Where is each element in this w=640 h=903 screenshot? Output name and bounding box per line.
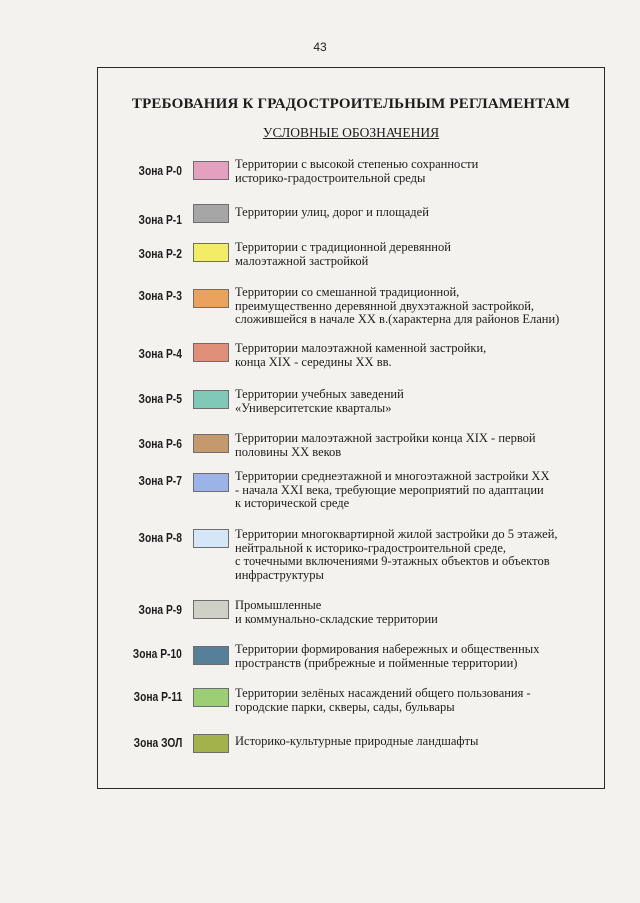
zone-description-line: историко-градостроительной среды <box>235 170 426 185</box>
zone-color-swatch <box>193 529 229 548</box>
zone-description-line: Территории с высокой степенью сохранности <box>235 157 479 171</box>
page-title: ТРЕБОВАНИЯ К ГРАДОСТРОИТЕЛЬНЫМ РЕГЛАМЕНТАМ <box>131 96 571 112</box>
zone-color-swatch <box>193 600 229 619</box>
zone-description <box>235 388 404 415</box>
zone-label: Зона Р-11 <box>133 690 182 704</box>
zone-description <box>235 470 549 511</box>
zone-description <box>235 241 451 268</box>
zone-label: Зона Р-4 <box>138 347 182 361</box>
zone-description-line: - начала XXI века, требующие мероприятий по адаптации <box>235 482 544 497</box>
zone-color-swatch <box>193 390 229 409</box>
zone-description-line: инфраструктуры <box>235 567 324 582</box>
zone-description-line: Территории малоэтажной каменной застройки, <box>235 341 487 355</box>
legend-subtitle: УСЛОВНЫЕ ОБОЗНАЧЕНИЯ <box>262 125 440 140</box>
zone-label: Зона Р-5 <box>138 392 182 406</box>
zone-label: Зона Р-8 <box>138 531 182 545</box>
zone-description-line: Территории зелёных насаждений общего пользования - <box>235 686 531 700</box>
zone-description <box>235 599 438 626</box>
zone-description-line: с точечными включениями 9-этажных объектов и объектов <box>235 554 550 569</box>
zone-description-line: к исторической среде <box>235 496 350 511</box>
zone-description-line: Территории формирования набережных и общественных <box>235 642 540 656</box>
zone-description <box>235 528 558 582</box>
zone-color-swatch <box>193 688 229 707</box>
zone-label: Зона Р-3 <box>138 289 182 303</box>
zone-label: Зона Р-7 <box>138 474 182 488</box>
zone-description <box>235 206 429 220</box>
zone-label: Зона Р-10 <box>132 647 182 661</box>
zone-description-line: Территории многоквартирной жилой застройки до 5 этажей, <box>235 527 558 541</box>
zone-description-line: и коммунально-складские территории <box>235 611 438 626</box>
zone-color-swatch <box>193 434 229 453</box>
zone-description <box>235 735 478 749</box>
zone-description-line: Территории улиц, дорог и площадей <box>235 205 429 219</box>
zone-description-line: городские парки, скверы, сады, бульвары <box>235 699 455 714</box>
zone-description-line: половины XX веков <box>235 444 342 459</box>
zone-description <box>235 432 536 459</box>
zone-description-line: конца XIX - середины XX вв. <box>235 354 392 369</box>
zone-description-line: малоэтажной застройкой <box>235 253 369 268</box>
zone-label: Зона Р-0 <box>138 164 182 178</box>
zone-description <box>235 643 539 670</box>
zone-color-swatch <box>193 734 229 753</box>
zone-color-swatch <box>193 343 229 362</box>
zone-description <box>235 687 531 714</box>
zone-description-line: «Университетские кварталы» <box>235 400 392 415</box>
zone-description-line: преимущественно деревянной двухэтажной застройкой, <box>235 298 535 313</box>
page-number: 43 <box>313 40 327 54</box>
zone-description-line: Историко-культурные природные ландшафты <box>235 734 479 748</box>
zone-label: Зона ЗОЛ <box>133 736 182 750</box>
zone-description <box>235 158 478 185</box>
zone-label: Зона Р-9 <box>138 603 182 617</box>
zone-description-line: Промышленные <box>235 598 322 612</box>
zone-description-line: пространств (прибрежные и пойменные территории) <box>235 655 518 670</box>
zone-label: Зона Р-6 <box>138 437 182 451</box>
zone-color-swatch <box>193 646 229 665</box>
zone-description-line: Территории с традиционной деревянной <box>235 240 451 254</box>
zone-color-swatch <box>193 243 229 262</box>
zone-description-line: нейтральной к историко-градостроительной среде, <box>235 540 507 555</box>
zone-description-line: Территории малоэтажной застройки конца XIX - первой <box>235 431 536 445</box>
zone-description <box>235 286 559 327</box>
zone-color-swatch <box>193 161 229 180</box>
zone-color-swatch <box>193 473 229 492</box>
zone-label: Зона Р-1 <box>138 213 182 227</box>
zone-description-line: Территории со смешанной традиционной, <box>235 285 460 299</box>
zone-color-swatch <box>193 289 229 308</box>
zone-label: Зона Р-2 <box>138 247 182 261</box>
zone-description <box>235 342 486 369</box>
zone-color-swatch <box>193 204 229 223</box>
zone-description-line: Территории учебных заведений <box>235 387 404 401</box>
zone-description-line: Территории среднеэтажной и многоэтажной застройки XX <box>235 469 550 483</box>
zone-description-line: сложившейся в начале XX в.(характерна для районов Елани) <box>235 312 560 327</box>
